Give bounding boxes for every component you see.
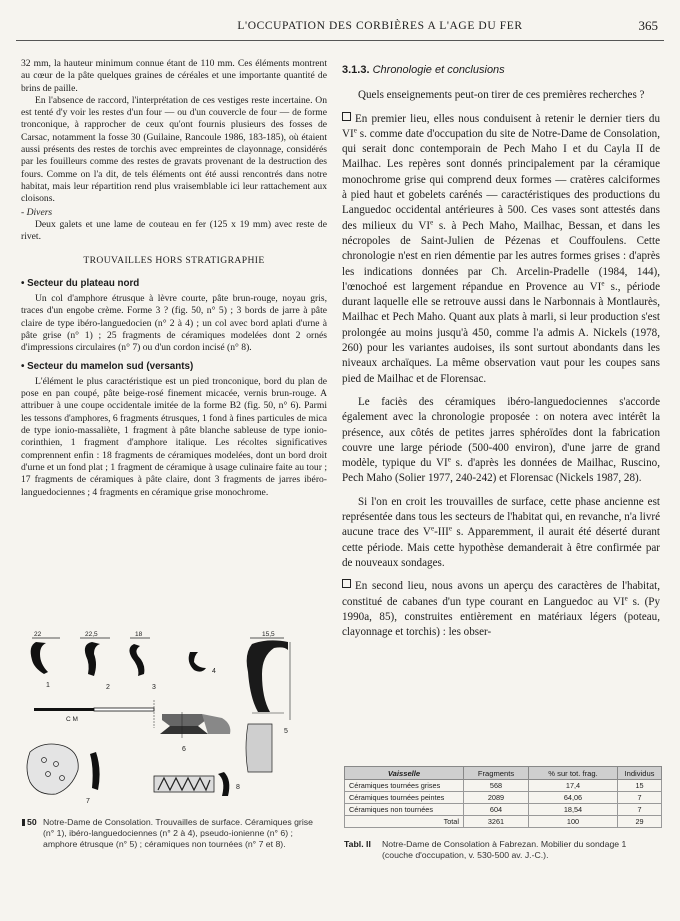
table-cell: 17,4: [529, 780, 618, 792]
table-cell: 100: [529, 816, 618, 828]
left-column: [21, 58, 327, 499]
header-rule: [16, 40, 664, 41]
figure-number: 50: [27, 817, 37, 827]
square-bullet-icon: [342, 579, 351, 588]
sherd-profile-2: [85, 642, 100, 676]
table-cell: 7: [618, 792, 662, 804]
foot-profile-6: [162, 714, 206, 726]
table-header: Fragments: [464, 767, 529, 780]
item-number: 7: [86, 798, 90, 805]
section-heading: [342, 63, 660, 78]
pottery-figure: [22, 628, 328, 810]
section-title: Chronologie et conclusions: [372, 64, 505, 76]
sherd-profile-3: [129, 644, 144, 676]
right-column: [342, 63, 660, 640]
table-cell: Céramiques tournées grises: [345, 780, 464, 792]
running-title: L'OCCUPATION DES CORBIÈRES A L'AGE DU FER: [237, 20, 523, 32]
item-number: 3: [152, 684, 156, 691]
table-row: [345, 780, 662, 792]
paragraph: L'élément le plus caractéristique est un pied tronconique, bord du plan de pose en pan coupé, pâte beige-rosé finement micacée, vernis brun-rouge. A attribuer à une coupe occidentale imitée de la forme B2 (fig. 50, n° 6). Parmi les tessons d'amphores, 6 fragments étrusques, 1 fond à fines particules de mica de type ionio-massaliète, 1 fragment à pâte blanche sableuse de type ionio-corinthien, 1 fragment d'amphore italique. Les récoltes significatives comprennent enfin : 18 fragments de céramiques modelées, dont un bord droit d'urne et un fond plat ; 1 fragment de céramique à usage culinaire faite au tour ; 17 fragments de céramiques à pâte claire, dont 3 fragments de jarres ibéro-languedociennes ; 4 fragments en céramique grise monochrome.: [21, 375, 327, 498]
paragraph: 32 mm, la hauteur minimum connue étant de 110 mm. Ces éléments montrent au cœur de la pâte quelques graines de céréales et une importante quantité de brins de paille.: [21, 58, 327, 94]
cordon-sherd-8: [154, 776, 214, 792]
divers-label: - Divers: [21, 206, 53, 218]
paragraph: Quels enseignements peut-on tirer de ces premières recherches ?: [358, 89, 645, 102]
table-row: [345, 792, 662, 804]
section-title: TROUVAILLES HORS STRATIGRAPHIE: [83, 255, 265, 267]
scale-label: 18: [135, 631, 143, 638]
table-header: Individus: [618, 767, 662, 780]
table-header-row: [345, 767, 662, 780]
scale-label: 22: [34, 631, 42, 638]
table-caption: [344, 839, 662, 860]
table-cell: 7: [618, 804, 662, 816]
caption-marker: [22, 819, 25, 826]
scale-label: 15,5: [262, 631, 275, 638]
item-number: 6: [182, 746, 186, 753]
vaisselle-table: [344, 766, 662, 828]
table-total-row: [345, 816, 662, 828]
item-number: 1: [46, 682, 50, 689]
table-cell: 29: [618, 816, 662, 828]
table-cell: 18,54: [529, 804, 618, 816]
table-header: % sur tot. frag.: [529, 767, 618, 780]
decorated-sherd-7: [27, 744, 78, 794]
table-cell: 15: [618, 780, 662, 792]
sherd-profile-7: [90, 752, 100, 790]
table-cell: 3261: [464, 816, 529, 828]
item-number: 8: [236, 784, 240, 791]
scale-label: 22,5: [85, 631, 98, 638]
paragraph: Un col d'amphore étrusque à lèvre courte, pâte brun-rouge, noyau gris, traces d'un engobe crème. Forme 3 ? (fig. 50, n° 5) ; 3 bords de jarre à pâte claire de type ibéro-languedocien (n° 2 à 4) ; un col avec bord aplati d'urne à pâte grise (n° 1) ; 25 fragments de céramiques modelées dont 2 ornés d'impressions circulaires (n° 7) ou d'un cordon incisé (n° 8).: [21, 293, 327, 354]
table-cell: 568: [464, 780, 529, 792]
paragraph: Deux galets et une lame de couteau en fer (125 x 19 mm) avec reste de rivet.: [21, 218, 327, 243]
amphora-neck-5: [247, 640, 288, 712]
sherd-profile-8: [218, 772, 229, 796]
table-cell: Céramiques non tournées: [345, 804, 464, 816]
paragraph: En second lieu, nous avons un aperçu des caractères de l'habitat, constitué de cabanes d'un type courant en Languedoc au VIe s. (Py 1990a, 85), construites entièrement en matériaux légers (poteau, clayonnage et torchis) : les obser-: [342, 580, 660, 639]
amphora-section-5: [246, 724, 272, 772]
paragraph: En premier lieu, elles nous conduisent à retenir le dernier tiers du VIe s. comme date d'occupation du site de Notre-Dame de Consolation, qui serait donc contemporain de Pech Maho I et du Cayla II de Mailhac. Les repères sont donnés principalement par la céramique monochrome grise qui comprend deux formes — cratères calciformes à pied haut et gobelets carénés — caractéristiques des productions du Languedoc occidental antérieures à 500. Ces vases sont attestés dans des milieux du VIe s. à Pech Maho, Mailhac, Bessan, et dans les nécropoles de Saint-Julien de Pézenas et Couffoulens. Cette chronologie n'est en rien démentie par les autres formes grises : d'après les indications données par Ch. Arcelin-Pradelle (1984, 144), l'œnochoé est largement répandue en Provence au VIe s., période durant laquelle elle se retrouve aussi dans le Narbonnais à Montlaurès, Mailhac et Pech Maho. Quant aux plats à marli, si leur production s'est prolongée au moins jusqu'à 450, comme l'a admis A. Nickels (1978, 260) pour les variantes audoises, ils sont surtout abondants dans les niveaux archaïques. La même observation vaut pour les coupes sans pied de Mailhac et de Florensac.: [342, 112, 660, 385]
scale-unit: C M: [66, 716, 78, 723]
item-number: 2: [106, 684, 110, 691]
table-cell: 604: [464, 804, 529, 816]
table-row: [345, 804, 662, 816]
paragraph: Le faciès des céramiques ibéro-languedociennes s'accorde également avec la chronologie proposée : on notera avec intérêt la présence, aux côtés de petites jarres sphéroïdes dont la fabrication couvre une large période (500-400 environ), d'une jarre de grand modèle, typique du VIe s. d'après les données de Mailhac, Ruscino, Pech Maho (Solier 1977, 240-242) et Florensac (Nickels 1987, 28).: [342, 395, 660, 485]
square-bullet-icon: [342, 112, 351, 121]
figure-caption-text: Notre-Dame de Consolation. Trouvailles de surface. Céramiques grise (n° 1), ibéro-languedociennes (n° 2 à 4), pseudo-ionienne (n° 6) ; amphore étrusque (n° 5) ; céramiques non tournées (n° 7 et 8).: [43, 817, 313, 849]
item-number: 4: [212, 668, 216, 675]
item-number: 5: [284, 728, 288, 735]
section-number: 3.1.3.: [342, 64, 370, 76]
table-header: Vaisselle: [345, 767, 464, 780]
table-cell: Total: [345, 816, 464, 828]
table-cell: Céramiques tournées peintes: [345, 792, 464, 804]
scale-bar: [34, 708, 94, 711]
page-number: 365: [638, 18, 658, 33]
table-cell: 64,06: [529, 792, 618, 804]
paragraph: En l'absence de raccord, l'interprétation de ces vestiges reste incertaine. On est tenté d'y voir les restes d'un four — ou d'un couvercle de four — de forme tronconique, à rapprocher de ceux qu'ont fournis plusieurs des fosses de Carsac, notamment la fosse 30 (Guilaine, Rancoule 1986, 183-185), où étaient aussi présents des restes de torchis avec empreintes de clayonnage, considérés par les fouilleurs comme des restes de gravats provenant de la destruction des fours. Comme on l'a dit, de tels éléments ont été aussi rencontrés dans notre habitat, mais leur répartition rend plus vraisemblable ici leur rattachement aux cloisons.: [21, 94, 327, 205]
table-caption-text: Notre-Dame de Consolation à Fabrezan. Mobilier du sondage 1 (couche d'occupation, v. 530-500 av. J.-C.).: [382, 839, 627, 860]
table-label: Tabl. II: [344, 839, 371, 849]
subsection-title: • Secteur du mamelon sud (versants): [21, 360, 194, 372]
page-header: [0, 18, 680, 38]
table-cell: 2089: [464, 792, 529, 804]
paragraph: Si l'on en croit les trouvailles de surface, cette phase ancienne est représentée dans tous les secteurs de l'habitat qui, en revanche, n'a livré aucune trace des Ve-IIIe s. Apparemment, il aurait été déserté durant cette période. Mais cette hypothèse demanderait à être confirmée par de nouveaux sondages.: [342, 495, 660, 569]
subsection-title: • Secteur du plateau nord: [21, 277, 140, 289]
sherd-profile-1: [31, 642, 48, 674]
sherd-profile-4: [189, 652, 206, 672]
